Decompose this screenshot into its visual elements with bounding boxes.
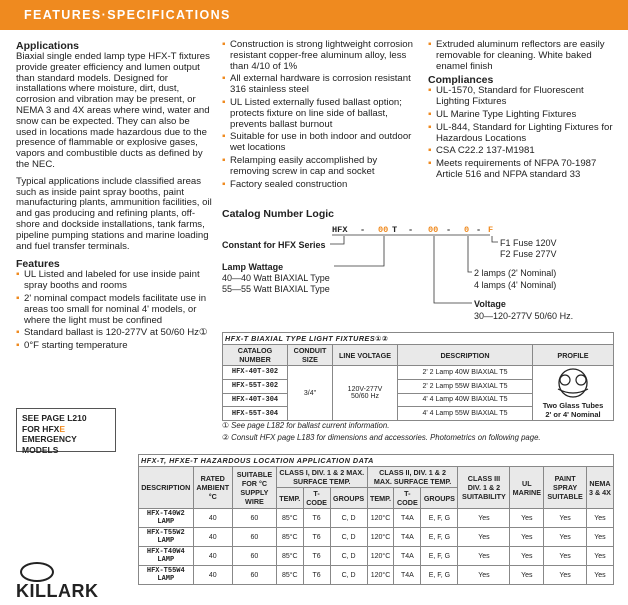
h-class3: CLASS III DIV. 1 & 2 SUITABILITY <box>458 467 510 509</box>
cell-description: HFX-T55W2 LAMP <box>139 528 194 547</box>
middle-list <box>222 40 418 190</box>
cell-profile <box>533 366 614 421</box>
code-dash-4: - <box>476 225 482 235</box>
list-item: ▪ UL-844, Standard for Lighting Fixtures for Hazardous Locations <box>428 123 614 145</box>
sub-groups-1: GROUPS <box>330 488 367 509</box>
table-cell: Yes <box>586 509 613 528</box>
table-cell: E, F, G <box>421 547 458 566</box>
h-class2: CLASS II, DIV. 1 & 2 MAX. SURFACE TEMP. <box>367 467 458 488</box>
fixtures-table <box>222 332 614 421</box>
sub-temp-1: TEMP. <box>276 488 303 509</box>
see-line-2a: FOR HFX <box>22 423 60 434</box>
see-line-2 <box>22 424 110 435</box>
table-cell: E, F, G <box>421 509 458 528</box>
applications-para-2: Typical applications include classified areas such as inside paint spray booths, paint manufacturing plants, ammunition facilities, oil and gas producing and refining plants, off-shore and dockside installations, tank farms, pipeline pumping stations and marine loading and fuel transfer terminals. <box>16 175 212 252</box>
list-item: ▪ All external hardware is corrosion resistant 316 stainless steel <box>222 74 418 96</box>
right-column <box>428 40 614 183</box>
cell-voltage <box>333 366 398 421</box>
profile-label-1: Two Glass Tubes <box>542 401 604 410</box>
cell-description: HFX-T40W4 LAMP <box>139 547 194 566</box>
list-item: ▪ UL Listed externally fused ballast option; protects fixture on line side of ballast, prevents ballast burnout <box>222 98 418 130</box>
catalog-title: Catalog Number Logic <box>222 208 335 220</box>
table-cell: 85°C <box>276 566 303 585</box>
lamp-40: 40—40 Watt BIAXIAL Type <box>222 273 330 283</box>
see-page-box[interactable] <box>16 408 116 455</box>
table-cell: Yes <box>510 566 544 585</box>
h-description: DESCRIPTION <box>139 467 194 509</box>
table-cell: Yes <box>458 509 510 528</box>
sub-temp-2: TEMP. <box>367 488 394 509</box>
table-cell: Yes <box>510 509 544 528</box>
table-cell: T4A <box>394 566 421 585</box>
list-item: ▪ Standard ballast is 120-277V at 50/60 Hz① <box>16 328 212 339</box>
sub-groups-2: GROUPS <box>421 488 458 509</box>
list-item: ▪ 2' nominal compact models facilitate use in areas too small for nominal 4' models, or where the light must be confined <box>16 294 212 326</box>
cell-description: HFX-T40W2 LAMP <box>139 509 194 528</box>
table-cell: Yes <box>544 566 587 585</box>
profile-label-2: 2' or 4' Nominal <box>545 410 601 419</box>
code-t: T <box>392 225 398 235</box>
list-item: ▪ Relamping easily accomplished by removing screw in cap and socket <box>222 156 418 178</box>
see-line-2b: E <box>59 423 65 434</box>
cell-description: 4' 4 Lamp 40W BIAXIAL T5 <box>398 393 533 407</box>
table-cell: Yes <box>586 528 613 547</box>
hazardous-table <box>138 454 614 585</box>
table-cell: C, D <box>330 547 367 566</box>
table-cell: C, D <box>330 509 367 528</box>
table-cell: 60 <box>232 547 276 566</box>
hazardous-table-body <box>139 509 614 585</box>
list-item: ▪ Meets requirements of NFPA 70-1987 Article 516 and NFPA standard 33 <box>428 159 614 181</box>
col-catalog: CATALOG NUMBER <box>223 345 288 366</box>
fixtures-table-caption: HFX-T BIAXIAL TYPE LIGHT FIXTURES①② <box>223 333 614 345</box>
table-cell: 85°C <box>276 547 303 566</box>
table-cell: T6 <box>303 528 330 547</box>
cell-description: 2' 2 Lamp 40W BIAXIAL T5 <box>398 366 533 380</box>
h-class1: CLASS I, DIV. 1 & 2 MAX. SURFACE TEMP. <box>276 467 367 488</box>
table-cell: Yes <box>510 528 544 547</box>
h-marine: UL MARINE <box>510 467 544 509</box>
voltage-line-1: 120V-277V <box>347 386 383 393</box>
see-line-3: EMERGENCY MODELS <box>22 434 77 455</box>
features-heading: Features <box>16 258 60 271</box>
voltage-30: 30—120-277V 50/60 Hz. <box>474 311 574 321</box>
table-notes <box>222 420 541 443</box>
list-item: ▪ CSA C22.2 137-M1981 <box>428 146 614 157</box>
table-cell: 60 <box>232 528 276 547</box>
table-cell: T4A <box>394 547 421 566</box>
table-cell: Yes <box>544 528 587 547</box>
list-item: ▪ UL Listed and labeled for use inside paint spray booths and rooms <box>16 270 212 292</box>
col-conduit: CONDUIT SIZE <box>288 345 333 366</box>
table-cell: Yes <box>510 547 544 566</box>
table-cell: T6 <box>303 547 330 566</box>
banner-title: FEATURES·SPECIFICATIONS <box>24 8 231 22</box>
applications-heading: Applications <box>16 40 80 52</box>
table-cell: Yes <box>586 566 613 585</box>
fuse-2: F2 Fuse 277V <box>500 249 557 259</box>
table-row <box>139 528 614 547</box>
list-item: ▪ Extruded aluminum reflectors are easily removable for cleaning. White baked enamel finish <box>428 40 614 72</box>
list-item: ▪ UL-1570, Standard for Fluorescent Lighting Fixtures <box>428 86 614 108</box>
section-banner <box>0 0 628 30</box>
lamp-55: 55—55 Watt BIAXIAL Type <box>222 284 330 294</box>
killark-logo: KILLARK <box>16 581 99 601</box>
applications-para-1: Biaxial single ended lamp type HFX-T fixtures provide greater efficiency and lumen output than standard models. Designed for installations where moisture, dirt, dust, corrosion and vibration may be present, or NEMA 3 and 4X areas where wind, water and snow can be expected. They can also be used in locations made hazardous due to the presence of flammable or explosive gases, vapors and combustible ducts as defined by the NEC. <box>16 51 210 170</box>
table-cell: 40 <box>193 547 232 566</box>
code-fuse: F <box>488 225 494 235</box>
table-cell: Yes <box>458 547 510 566</box>
table-cell: 85°C <box>276 528 303 547</box>
see-line-1: SEE PAGE L210 <box>22 413 87 423</box>
table-cell: 40 <box>193 509 232 528</box>
list-item: ▪ UL Marine Type Lighting Fixtures <box>428 110 614 121</box>
right-list <box>428 40 614 72</box>
constant-label: Constant for HFX Series <box>222 240 326 250</box>
cell-catalog: HFX-40T-304 <box>223 393 288 407</box>
table-cell: C, D <box>330 566 367 585</box>
table-cell: 60 <box>232 509 276 528</box>
middle-column <box>222 40 418 192</box>
voltage-line-2: 50/60 Hz <box>350 393 380 400</box>
cell-description: HFX-T55W4 LAMP <box>139 566 194 585</box>
code-lamps: 0 <box>464 225 470 235</box>
left-column <box>16 40 212 354</box>
table-cell: 120°C <box>367 528 394 547</box>
table-cell: E, F, G <box>421 566 458 585</box>
cell-description: 2' 2 Lamp 55W BIAXIAL T5 <box>398 379 533 393</box>
h-rated: RATED AMBIENT °C <box>193 467 232 509</box>
hazardous-table-caption: HFX-T, HFXE-T HAZARDOUS LOCATION APPLICATION DATA <box>139 455 614 467</box>
lamp-wattage-heading: Lamp Wattage <box>222 262 284 272</box>
col-description: DESCRIPTION <box>398 345 533 366</box>
voltage-heading: Voltage <box>474 299 506 309</box>
table-row <box>223 366 614 380</box>
table-cell: T6 <box>303 566 330 585</box>
col-profile: PROFILE <box>533 345 614 366</box>
cell-conduit: 3/4" <box>288 366 333 421</box>
list-item: ▪ 0°F starting temperature <box>16 341 212 352</box>
table-row <box>139 509 614 528</box>
table-cell: Yes <box>544 509 587 528</box>
table-cell: E, F, G <box>421 528 458 547</box>
table-cell: 120°C <box>367 547 394 566</box>
col-voltage: LINE VOLTAGE <box>333 345 398 366</box>
table-cell: T4A <box>394 509 421 528</box>
h-nema: NEMA 3 & 4X <box>586 467 613 509</box>
code-hfx: HFX <box>332 225 348 235</box>
killark-logo-icon <box>20 562 54 582</box>
table-cell: 120°C <box>367 509 394 528</box>
sub-tcode-2: T-CODE <box>394 488 421 509</box>
cell-catalog: HFX-40T-302 <box>223 366 288 380</box>
table-cell: 120°C <box>367 566 394 585</box>
table-cell: 40 <box>193 528 232 547</box>
table-row <box>139 547 614 566</box>
lamps-4: 4 lamps (4' Nominal) <box>474 280 557 290</box>
note-1: ① See page L182 for ballast current information. <box>222 421 390 430</box>
code-voltage: 00 <box>428 225 439 235</box>
table-cell: T4A <box>394 528 421 547</box>
table-cell: C, D <box>330 528 367 547</box>
fuse-1: F1 Fuse 120V <box>500 238 557 248</box>
note-2: ② Consult HFX page L183 for dimensions and accessories. Photometrics on following page. <box>222 432 541 442</box>
table-cell: Yes <box>458 528 510 547</box>
compliances-list <box>428 86 614 180</box>
cell-catalog: HFX-55T-304 <box>223 407 288 421</box>
h-paint: PAINT SPRAY SUITABLE <box>544 467 587 509</box>
code-dash-2: - <box>408 225 414 235</box>
h-suitable: SUITABLE FOR °C SUPPLY WIRE <box>232 467 276 509</box>
table-cell: 40 <box>193 566 232 585</box>
table-cell: 85°C <box>276 509 303 528</box>
table-cell: T6 <box>303 509 330 528</box>
table-cell: Yes <box>544 547 587 566</box>
code-wattage: 00 <box>378 225 389 235</box>
cell-description: 4' 4 Lamp 55W BIAXIAL T5 <box>398 407 533 421</box>
table-cell: 60 <box>232 566 276 585</box>
code-dash-3: - <box>446 225 452 235</box>
two-tubes-icon <box>548 367 598 399</box>
list-item: ▪ Construction is strong lightweight corrosion resistant copper-free aluminum alloy, less than 4/10 of 1% <box>222 40 418 72</box>
features-list <box>16 270 212 352</box>
table-cell: Yes <box>458 566 510 585</box>
compliances-heading: Compliances <box>428 74 494 87</box>
table-cell: Yes <box>586 547 613 566</box>
list-item: ▪ Suitable for use in both indoor and outdoor wet locations <box>222 132 418 154</box>
lamps-2: 2 lamps (2' Nominal) <box>474 268 557 278</box>
cell-catalog: HFX-55T-302 <box>223 379 288 393</box>
code-dash-1: - <box>360 225 366 235</box>
list-item: ▪ Factory sealed construction <box>222 180 418 191</box>
sub-tcode-1: T-CODE <box>303 488 330 509</box>
table-row <box>139 566 614 585</box>
